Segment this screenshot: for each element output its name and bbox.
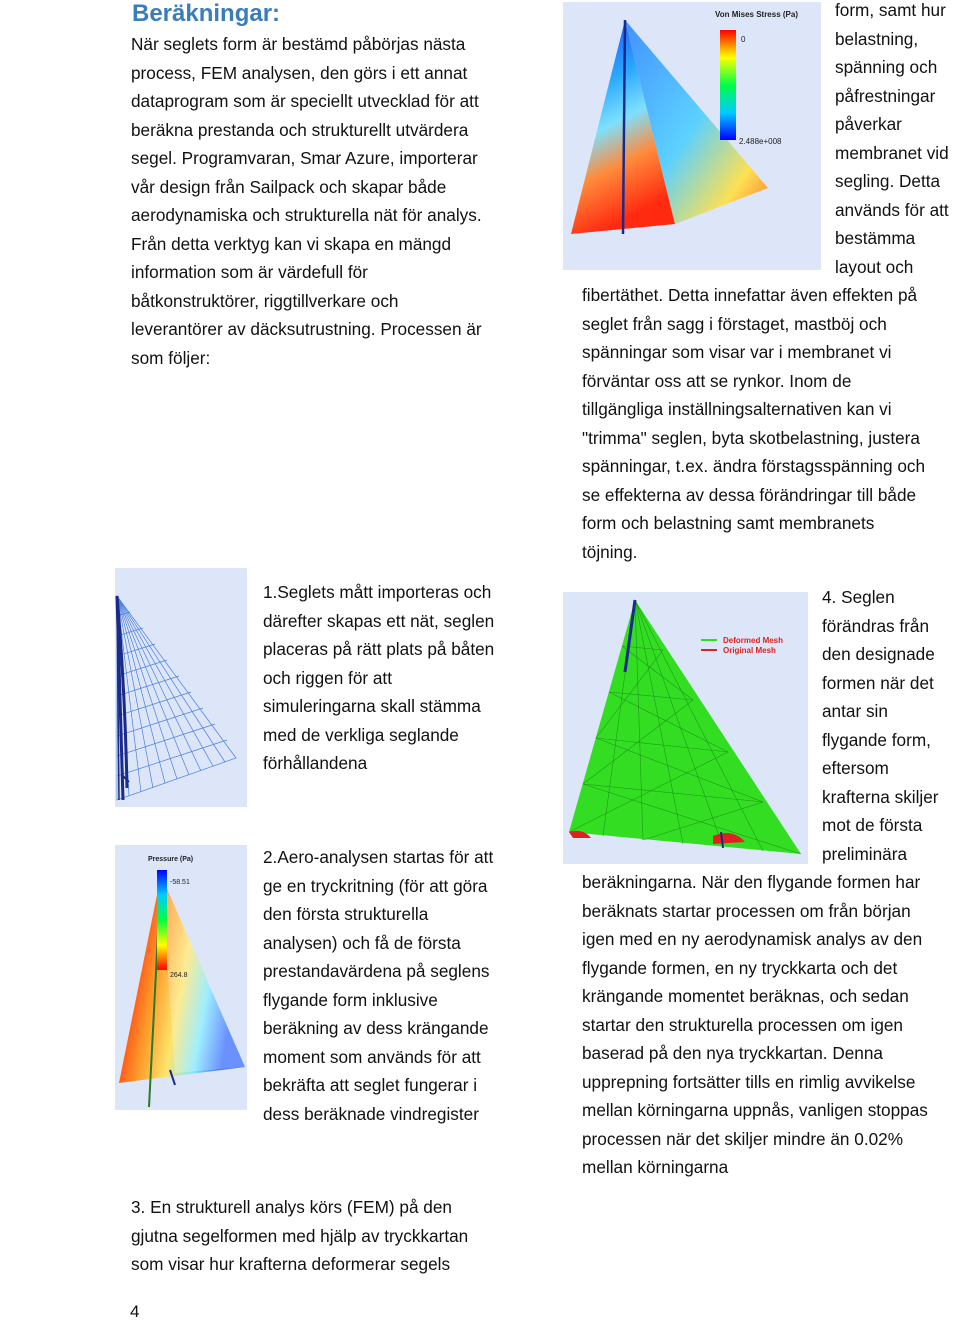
text-line: den första strukturella [263,904,429,924]
text-line: dess beräknade vindregister [263,1103,479,1124]
text-line: form, samt hur [835,0,946,20]
text-line: process, FEM analysen, den görs i ett annat [131,62,468,83]
text-line: igen med en ny aerodynamisk analys av den [582,929,923,949]
legend-max-label: -58.51 [170,879,190,886]
text-line: seglet från sagg i förstaget, mastböj och [582,313,887,334]
step1-paragraph [263,578,494,778]
step2-paragraph [263,843,493,1128]
text-line: dataprogram som är speciellt utvecklad för att [131,91,479,111]
text-line: processen när det skiljer mindre än 0.02% [582,1128,903,1149]
text-line: tillgängliga inställningsalternativen kan vi [582,399,892,419]
text-line: förhållandena [263,753,368,773]
text-line: flygande formen, en ny tryckkarta och det [582,957,898,978]
text-line: som följer: [131,347,211,368]
deformed-mesh-figure [563,592,808,864]
text-line: spänning och [835,57,938,77]
figure-background [115,568,247,807]
text-line: preliminära [822,843,908,864]
legend-max-label: 0 [741,35,746,44]
text-line: mellan körningarna [582,1157,729,1177]
text-line: krängande momentet beräknas, och sedan [582,986,909,1006]
text-line: se effekterna av dessa förändringar till både [582,484,917,505]
step4-paragraph-wide [582,868,928,1182]
text-line: analysen) och få de första [263,932,461,953]
text-line: formen när det [822,672,934,693]
text-line: beräknats startar processen om från början [582,900,911,921]
text-line: och riggen för att [263,667,392,688]
text-line: segling. Detta [835,171,941,191]
text-line: 1.Seglets mått importeras och [263,582,492,602]
legend-original: Original Mesh [723,646,776,655]
color-legend-bar [157,870,167,970]
text-line: gjutna segelformen med hjälp av tryckkartan [131,1225,469,1246]
text-line: segel. Programvaran, Smar Azure, importerar [131,148,478,168]
text-line: förväntar oss att se rynkor. Inom de [582,370,852,391]
text-line: spänningar, t.ex. ändra förstagsspänning och [582,456,926,476]
legend-min-label: 264.8 [170,972,188,979]
text-line: spänningar som visar var i membranet vi [582,342,892,362]
text-line: påverkar [835,114,902,134]
text-line: "trimma" seglen, byta skotbelastning, justera [582,427,920,448]
structural-description-narrow [835,0,949,281]
text-line: Från detta verktyg kan vi skapa en mängd [131,233,452,254]
text-line: töjning. [582,541,638,562]
text-line: bekräfta att seglet fungerar i [263,1075,478,1095]
text-line: förändras från [822,615,930,636]
text-line: bestämma [835,228,916,248]
text-line: mot de första [822,815,923,835]
legend-title: Von Mises Stress (Pa) [715,10,798,19]
text-line: belastning, [835,28,919,49]
text-line: används för att [835,199,949,220]
text-line: den designade [822,644,935,664]
page-title: Beräkningar: [132,0,281,27]
pressure-sail-figure [115,845,247,1110]
text-line: leverantörer av däcksutrustning. Processen är [131,319,482,339]
text-line: simuleringarna skall stämma [263,696,481,716]
text-line: 3. En strukturell analys körs (FEM) på den [131,1197,452,1217]
text-line: membranet vid [835,142,949,163]
text-line: båtkonstruktörer, riggtillverkare och [131,290,399,311]
text-line: krafterna skiljer [822,786,939,807]
text-line: därefter skapas ett nät, seglen [263,610,495,631]
text-line: eftersom [822,758,889,778]
legend-deformed: Deformed Mesh [723,636,784,645]
text-line: När seglets form är bestämd påbörjas nästa [131,34,466,54]
legend-title: Pressure (Pa) [148,856,194,863]
text-line: vår design från Sailpack och skapar både [131,176,447,197]
step4-paragraph-narrow [822,583,939,868]
text-line: mellan körningarna uppnås, vanligen stoppas [582,1100,928,1120]
text-line: baserad på den nya tryckkartan. Denna [582,1043,883,1063]
text-line: med de verkliga seglande [263,724,459,745]
text-line: form och belastning samt membranets [582,513,875,533]
text-line: flygande form inklusive [263,989,438,1010]
color-legend-bar [720,30,736,140]
text-line: 2.Aero-analysen startas för att [263,847,494,867]
legend-min-label: 2.488e+008 [739,137,782,146]
stress-sail-figure [563,2,821,270]
text-line: prestandavärdena på seglens [263,961,490,981]
text-line: aerodynamiska och strukturella nät för analys. [131,205,482,225]
text-line: flygande form, [822,729,931,750]
step3-paragraph [131,1193,468,1279]
text-line: beräkningarna. När den flygande formen har [582,872,921,892]
structural-description-wide [582,281,925,566]
text-line: upprepning fortsätter tills en rimlig avvikelse [582,1071,916,1092]
text-line: layout och [835,256,914,277]
text-line: ge en tryckritning (för att göra [263,875,488,896]
text-line: 4. Seglen [822,587,895,607]
text-line: antar sin [822,701,888,721]
text-line: fibertäthet. Detta innefattar även effekten på [582,285,918,305]
text-line: påfrestningar [835,85,936,106]
text-line: startar den strukturella processen om igen [582,1014,903,1035]
text-line: placeras på rätt plats på båten [263,639,495,659]
text-line: information som är värdefull för [131,262,368,282]
text-line: som visar hur krafterna deformerar segels [131,1254,451,1274]
text-line: beräkna prestanda och strukturellt utvärdera [131,119,469,140]
mesh-sail-figure [115,568,247,807]
page-number: 4 [130,1302,140,1321]
text-line: moment som används för att [263,1046,481,1067]
text-line: beräkning av dess krängande [263,1018,489,1038]
intro-paragraph [131,30,482,372]
